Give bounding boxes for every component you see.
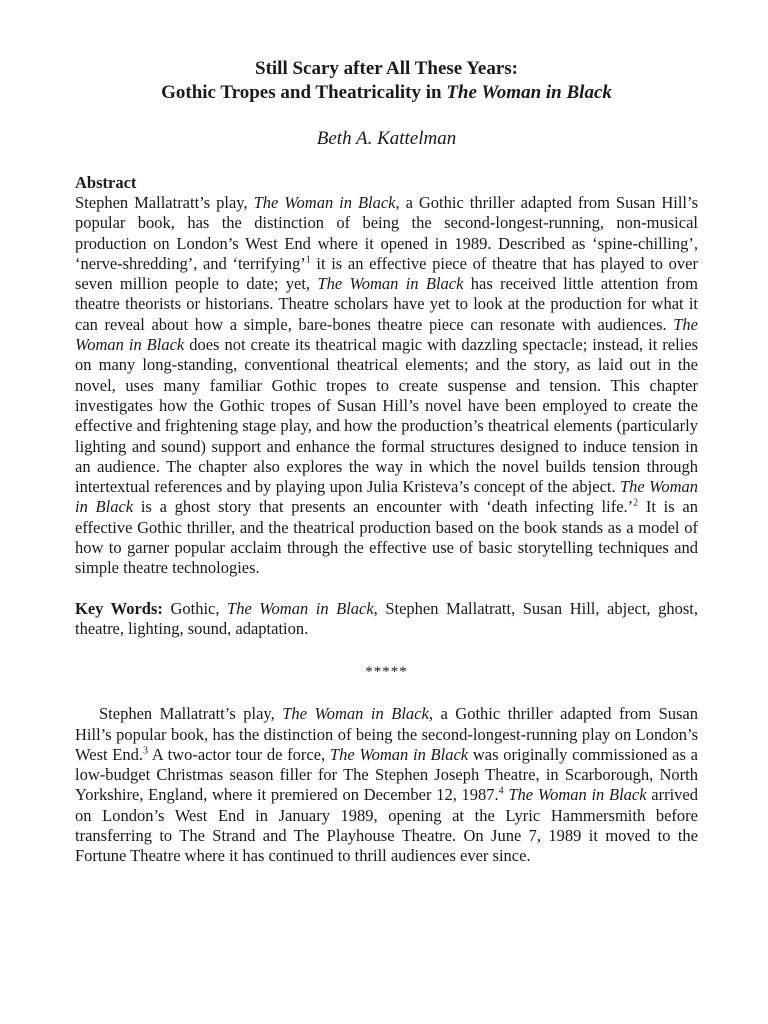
author-name: Beth A. Kattelman [316,128,457,149]
title-line-2-italic: The Woman in Black [446,82,612,103]
keywords-label: Key Words: [75,598,163,618]
body-text: arrived on London’s West End in January 1989, opening at the Lyric Hammersmith before transferring to The Strand and The Playhouse Theatre. On June 7, 1989 it moved to the Fortune Theatre where it has continued to thrill audiences ever since. [75,785,698,866]
body-italic-title: The Woman in Black [329,744,469,764]
abstract-italic-title: The Woman in Black [317,274,464,294]
abstract-italic-title: The Woman in Black [75,314,698,355]
body-italic-title: The Woman in Black [282,704,429,724]
abstract-italic-title: The Woman in Black [253,193,396,212]
abstract-text: has received little attention from theatre theorists or historians. Theatre scholars have yet to look at the production for what it can reveal about how a simple, bare-bones theatre piece can resonate with audiences. [75,274,698,334]
abstract-text: , a Gothic thriller adapted from Susan Hill’s popular book, has the distinction of being the second-longest-running, non-musical production on London’s West End where it opened in 1989. Described as ‘spine-chilling’, ‘nerve-shredding’, and ‘terrifying’ [75,193,698,273]
body-text: , a Gothic thriller adapted from Susan Hill’s popular book, has the distinction of being the second-longest-running play on London’s West End. [75,704,698,764]
body-text: Stephen Mallatratt’s play, [99,704,283,724]
abstract-heading: Abstract [75,173,137,192]
footnote-marker: 1 [305,254,311,266]
body-italic-title: The Woman in Black [508,785,647,805]
abstract-text: is a ghost story that presents an encounter with ‘death infecting life.’ [133,497,634,517]
footnote-marker: 3 [143,745,149,757]
abstract-paragraph [75,193,698,579]
keywords-italic-title: The Woman in Black [227,598,374,618]
title-line-2-text: Gothic Tropes and Theatricality in [161,82,447,103]
body-text: A two-actor tour de force, [148,744,330,764]
abstract-italic-title: The Woman in Black [75,477,698,517]
section-separator: ***** [365,664,408,681]
title-line-1: Still Scary after All These Years: [255,58,518,79]
abstract-text: It is an effective Gothic thriller, and the theatrical production based on the book stands as a model of how to garner popular acclaim through the effective use of basic storytelling techniques and simple theatre technologies. [75,497,698,578]
abstract-text: it is an effective piece of theatre that has played to over seven million people to date; yet, [75,253,698,294]
chapter-title [75,57,698,105]
footnote-marker: 2 [633,497,639,509]
keywords-paragraph [75,599,698,640]
body-paragraph [75,704,698,866]
title-line-2 [75,81,698,105]
abstract-text: Stephen Mallatratt’s play, [75,193,254,212]
keywords-text: , Stephen Mallatratt, Susan Hill, abject, ghost, theatre, lighting, sound, adaptation. [75,598,698,638]
abstract-text: does not create its theatrical magic with dazzling spectacle; instead, it relies on many long-standing, conventional theatrical elements; and the story, as laid out in the novel, uses many familiar Gothic tropes to create suspense and tension. This chapter investigates how the Gothic tropes of Susan Hill’s novel have been employed to create the effective and frightening stage play, and how the production’s theatrical elements (particularly lighting and sound) support and enhance the formal structures designed to induce tension in an audience. The chapter also explores the way in which the novel builds tension through intertextual references and by playing upon Julia Kristeva’s concept of the abject. [75,335,698,497]
body-text: was originally commissioned as a low-budget Christmas season filler for The Stephen Joseph Theatre, in Scarborough, North Yorkshire, England, where it premiered on December 12, 1987. [75,744,698,805]
footnote-marker: 4 [498,785,504,797]
keywords-text: Gothic, [162,598,228,618]
